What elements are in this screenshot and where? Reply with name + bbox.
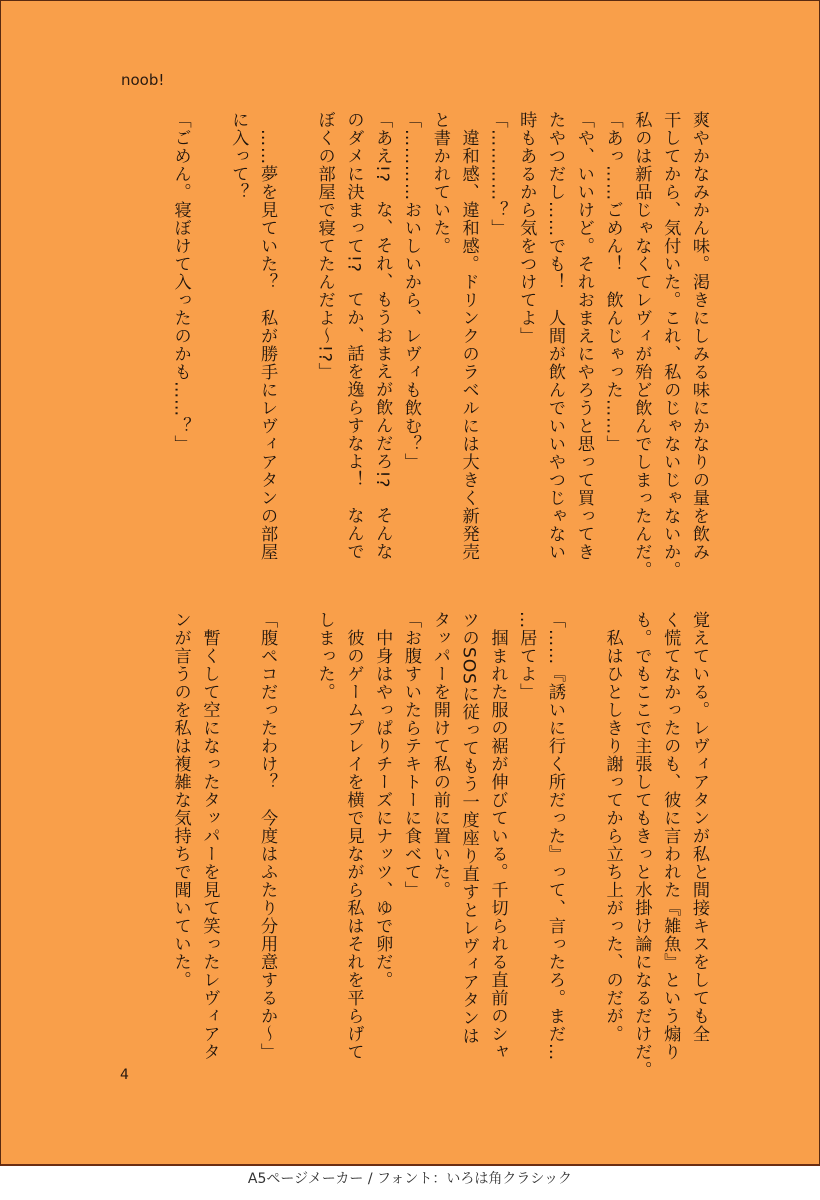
page-header: noob! [121,71,165,89]
footer-credit: A5ページメーカー / フォント：いろは角クラシック [247,1171,573,1187]
text-block-top: 爽やかなみかん味。渇きにしみる味にかなりの量を飲み 干してから、気付いた。これ、私のじゃないじゃないか。 私のは新品じゃなくてレヴィが殆ど飲んでしまったんだ。 「あっ……ごめん！ 飲んじゃった……」 「や、いいけど。それおまえにやろうと思って買ってき たやつだし……でも！ 人間が飲んでいいやつじゃない 時もあるから気をつけてよ」 「…………？」 違和感、違和感。ドリンクのラベルには大きく新発売 と書かれていた。 「…………おいしいから、レヴィも飲む？」 「あえ!? な、それ、もうおまえが飲んだろ!? そんな のダメに決まって!? てか、話を逸らすなよ！ なんで ぼくの部屋で寝てたんだよ～!?」 ……夢を見ていた？ 私が勝手にレヴィアタンの部屋 に入って？ 「ごめん。寝ぼけて入ったのかも……？」 [170,111,709,579]
text-block-bottom: 覚えている。レヴィアタンが私と間接キスをしても全 く慌てなかったのも、彼に言われた『雑魚』という煽り も。でもここで主張してもきっと水掛け論になるだけだ。 私はひとしきり謝ってから立ち上がった、のだが。 「……『誘いに行く所だった』って、言ったろ。まだ… …居てよ」 掴まれた服の裾が伸びている。千切られる直前のシャ ツのSOSに従ってもう一度座り直すとレヴィアタンは タッパーを開けて私の前に置いた。 「お腹すいたらテキトーに食べて」 中身はやっぱりチーズにナッツ、ゆで卵だ。 彼のゲームプレイを横で見ながら私はそれを平らげて しまった。 「腹ペコだったわけ？ 今度はふたり分用意するか～」 暫くして空になったタッパーを見て笑ったレヴィアタ ンが言うのを私は複雑な気持ちで聞いていた。 [170,611,709,1079]
page-number: 4 [120,1067,129,1083]
